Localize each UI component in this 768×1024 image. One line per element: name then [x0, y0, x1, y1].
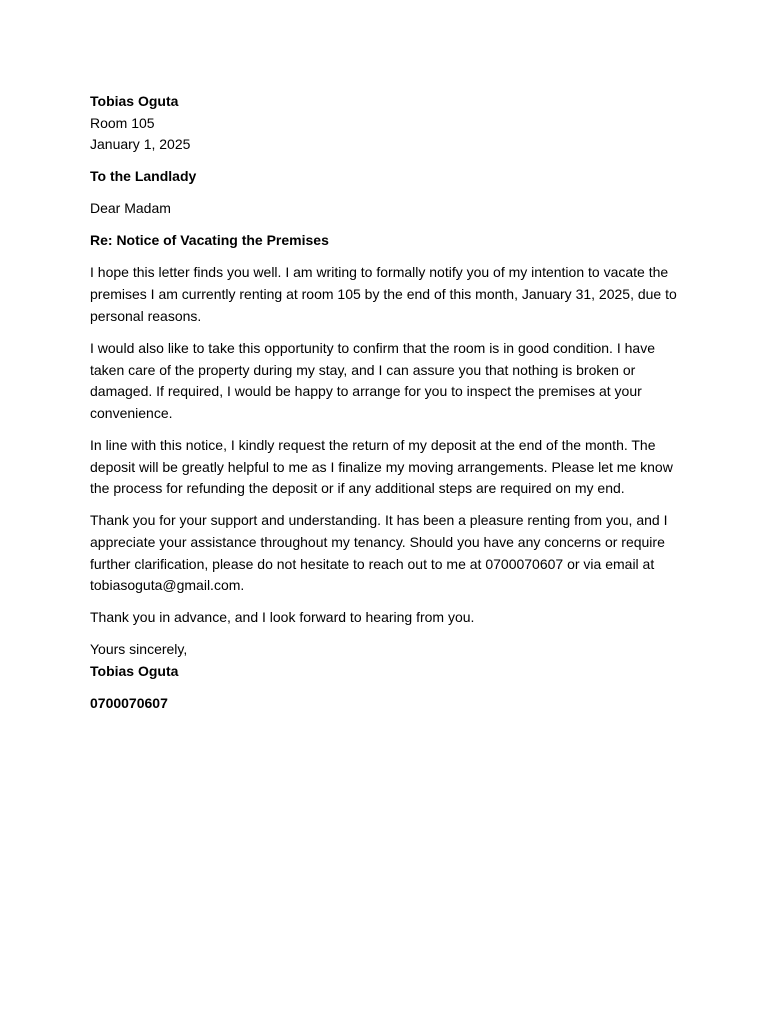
paragraph-deposit: In line with this notice, I kindly request the return of my deposit at the end of the month. The deposit will be greatly helpful to me as I finalize my moving arrangements. Please let me know the process for refunding the deposit or if any additional steps are required on my end.	[90, 436, 673, 497]
signature-name: Tobias Oguta	[90, 663, 179, 680]
salutation: Dear Madam	[90, 200, 171, 217]
paragraph-intro: I hope this letter finds you well. I am writing to formally notify you of my intention to vacate the premises I am currently renting at room 105 by the end of this month, January 31, 2025, due to personal reasons.	[90, 264, 677, 324]
signature-phone: 0700070607	[90, 695, 168, 712]
recipient-line: To the Landlady	[90, 168, 197, 185]
closing: Yours sincerely,	[90, 641, 188, 658]
paragraph-closing-remark: Thank you in advance, and I look forward to hearing from you.	[90, 609, 475, 626]
paragraph-thanks: Thank you for your support and understanding. It has been a pleasure renting from you, and I appreciate your assistance throughout my tenancy. Should you have any concerns or require further clarification, please do not hesitate to reach out to me at 0700070607 or via email at tobiasoguta@gmail.com.	[90, 512, 668, 594]
subject-line: Re: Notice of Vacating the Premises	[90, 232, 329, 249]
letter-date: January 1, 2025	[90, 136, 191, 153]
paragraph-condition: I would also like to take this opportunity to confirm that the room is in good condition. I have taken care of the property during my stay, and I can assure you that nothing is broken or damaged. If required, I would be happy to arrange for you to inspect the premises at your convenience.	[90, 339, 655, 421]
sender-name: Tobias Oguta	[90, 93, 179, 109]
sender-room: Room 105	[90, 114, 155, 131]
letter-body	[90, 91, 682, 715]
